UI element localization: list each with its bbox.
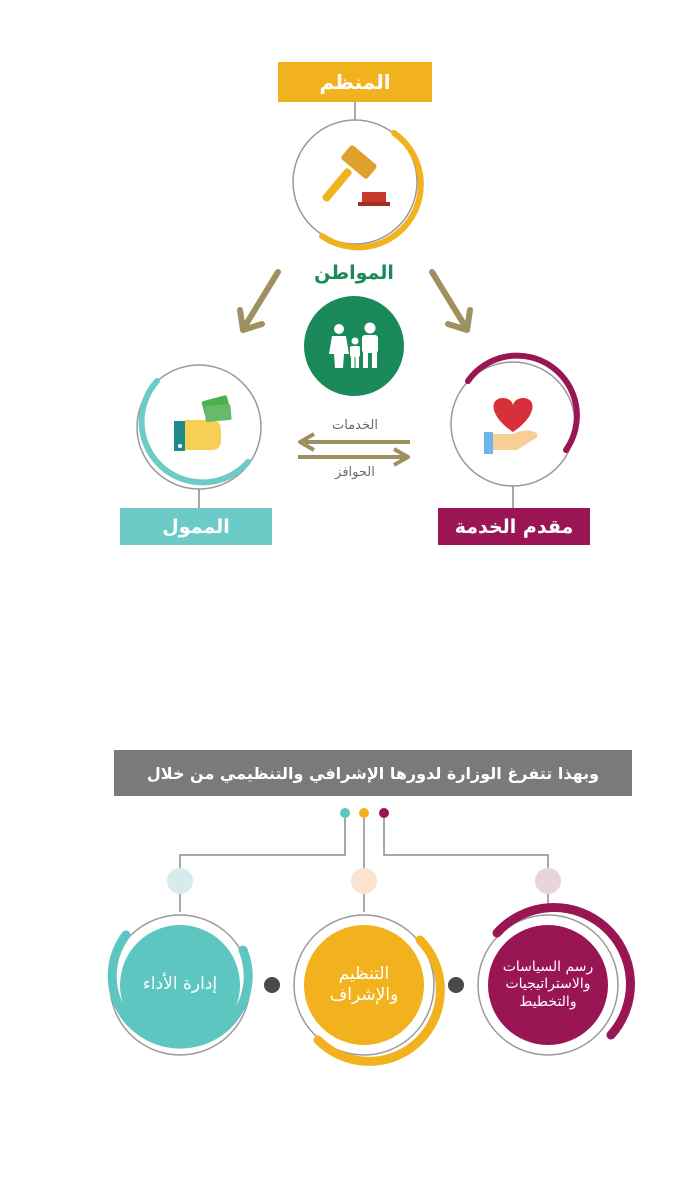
gavel-icon [321, 144, 390, 206]
connector-lines [180, 818, 548, 912]
separator-dot [448, 977, 464, 993]
role-regulation-label: التنظيم والإشراف [329, 963, 399, 1005]
provider-label: مقدم الخدمة [454, 515, 574, 538]
hand-with-heart-icon [484, 398, 538, 454]
role-performance-label: إدارة الأداء [142, 974, 218, 995]
yellow-dot [359, 808, 369, 818]
yellow-pale-dot [351, 868, 377, 894]
exchange-arrows [298, 434, 410, 465]
ministry-role-banner: وبهذا تتفرغ الوزارة لدورها الإشرافي والتنظيمي من خلال [114, 750, 632, 796]
arrow-to-financier [240, 272, 278, 330]
services-label: الخدمات [332, 418, 378, 433]
arrow-to-provider [432, 272, 470, 330]
financier-label: الممول [162, 515, 230, 538]
regulator-label: المنظم [319, 70, 391, 94]
citizen-label: المواطن [314, 262, 394, 284]
maroon-dot [379, 808, 389, 818]
role-planning-label: رسم السياسات والاستراتيجيات والتخطيط [502, 958, 594, 1010]
hand-with-money-icon [174, 395, 232, 451]
separator-dot [264, 977, 280, 993]
teal-pale-dot [167, 868, 193, 894]
incentives-label: الحوافز [335, 465, 375, 480]
maroon-pale-dot [535, 868, 561, 894]
teal-dot [340, 808, 350, 818]
